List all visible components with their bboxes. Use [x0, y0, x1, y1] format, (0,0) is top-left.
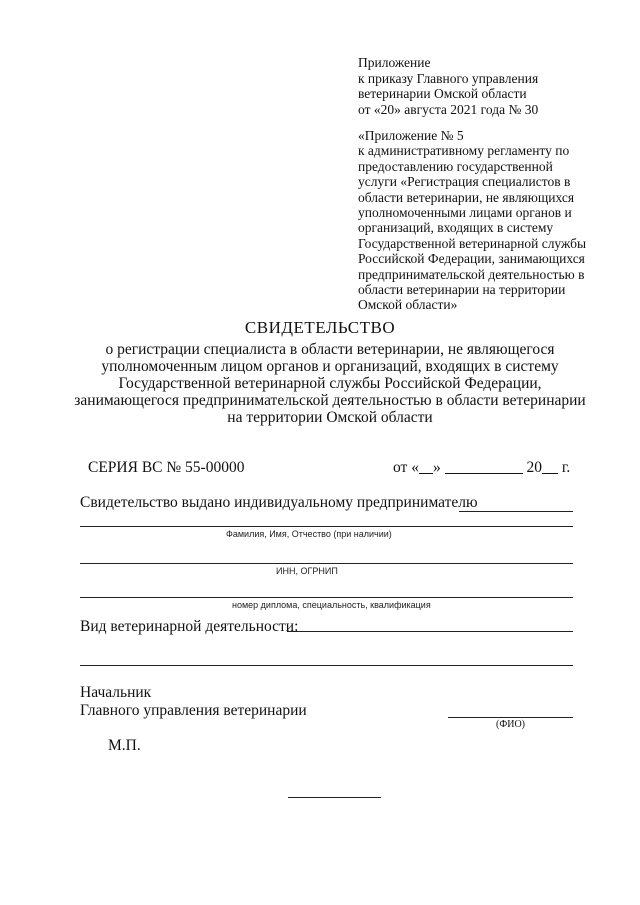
appendix-line: области ветеринарии, не являющихся	[358, 189, 575, 205]
appendix-line: уполномоченными лицами органов и	[358, 205, 572, 221]
issued-to-label: Свидетельство выдано индивидуальному предпринимателю	[80, 494, 478, 511]
appendix-line: предоставлению государственной	[358, 158, 553, 174]
appendix-order-reference	[358, 55, 628, 117]
subtitle-line: Государственной ветеринарной службы Российской Федерации,	[118, 375, 542, 392]
stamp-place: М.П.	[108, 737, 141, 754]
appendix-line: «Приложение № 5	[358, 128, 464, 143]
head-department: Главного управления ветеринарии	[80, 702, 307, 719]
appendix-line: от «20» августа 2021 года № 30	[358, 101, 539, 117]
date-year: 20	[526, 459, 542, 476]
series-number: СЕРИЯ ВС № 55-00000	[88, 459, 245, 476]
appendix-line: Приложение	[358, 55, 431, 70]
fio-line[interactable]	[80, 526, 573, 527]
subtitle-line: о регистрации специалиста в области ветеринарии, не являющегося	[105, 341, 555, 358]
day-blank[interactable]	[419, 459, 433, 474]
activity-blank[interactable]	[287, 631, 573, 632]
appendix-line: Государственной ветеринарной службы	[358, 235, 587, 251]
inn-line[interactable]	[80, 563, 573, 564]
diploma-caption: номер диплома, специальность, квалификация	[232, 600, 431, 610]
appendix-line: к приказу Главного управления	[358, 70, 539, 86]
date-suffix: г.	[561, 459, 571, 476]
appendix-line: услуги «Регистрация специалистов в	[358, 174, 571, 190]
issued-to-blank[interactable]	[459, 511, 573, 512]
date-prefix: от «	[393, 459, 419, 476]
head-title: Начальник	[80, 684, 152, 701]
appendix-line: Российской Федерации, занимающихся	[358, 251, 585, 267]
month-blank[interactable]	[445, 459, 523, 474]
inn-caption: ИНН, ОГРНИП	[276, 566, 338, 576]
appendix-line: предпринимательской деятельностью в	[358, 266, 585, 282]
activity-label: Вид ветеринарной деятельности:	[80, 618, 299, 635]
appendix-regulation-reference	[358, 128, 620, 313]
subtitle-line: уполномоченным лицом органов и организаций, входящих в систему	[101, 358, 559, 375]
signature-line[interactable]	[448, 717, 573, 718]
appendix-line: организаций, входящих в систему	[358, 220, 554, 236]
fio-label: (ФИО)	[496, 719, 526, 730]
activity-line-2[interactable]	[80, 665, 573, 666]
diploma-line[interactable]	[80, 597, 573, 598]
appendix-line: Омской области»	[358, 297, 458, 313]
issue-date	[393, 459, 570, 477]
fio-caption: Фамилия, Имя, Отчество (при наличии)	[226, 529, 392, 539]
date-mid: »	[432, 459, 441, 476]
appendix-line: области ветеринарии на территории	[358, 282, 566, 298]
document-subtitle	[70, 341, 590, 426]
subtitle-line: на территории Омской области	[227, 409, 433, 426]
appendix-line: ветеринарии Омской области	[358, 86, 527, 101]
year-blank[interactable]	[542, 459, 558, 474]
subtitle-line: занимающегося предпринимательской деятельностью в области ветеринарии	[74, 392, 586, 409]
footer-divider	[288, 797, 381, 798]
document-title: СВИДЕТЕЛЬСТВО	[244, 318, 396, 337]
appendix-line: к административному регламенту по	[358, 143, 570, 159]
